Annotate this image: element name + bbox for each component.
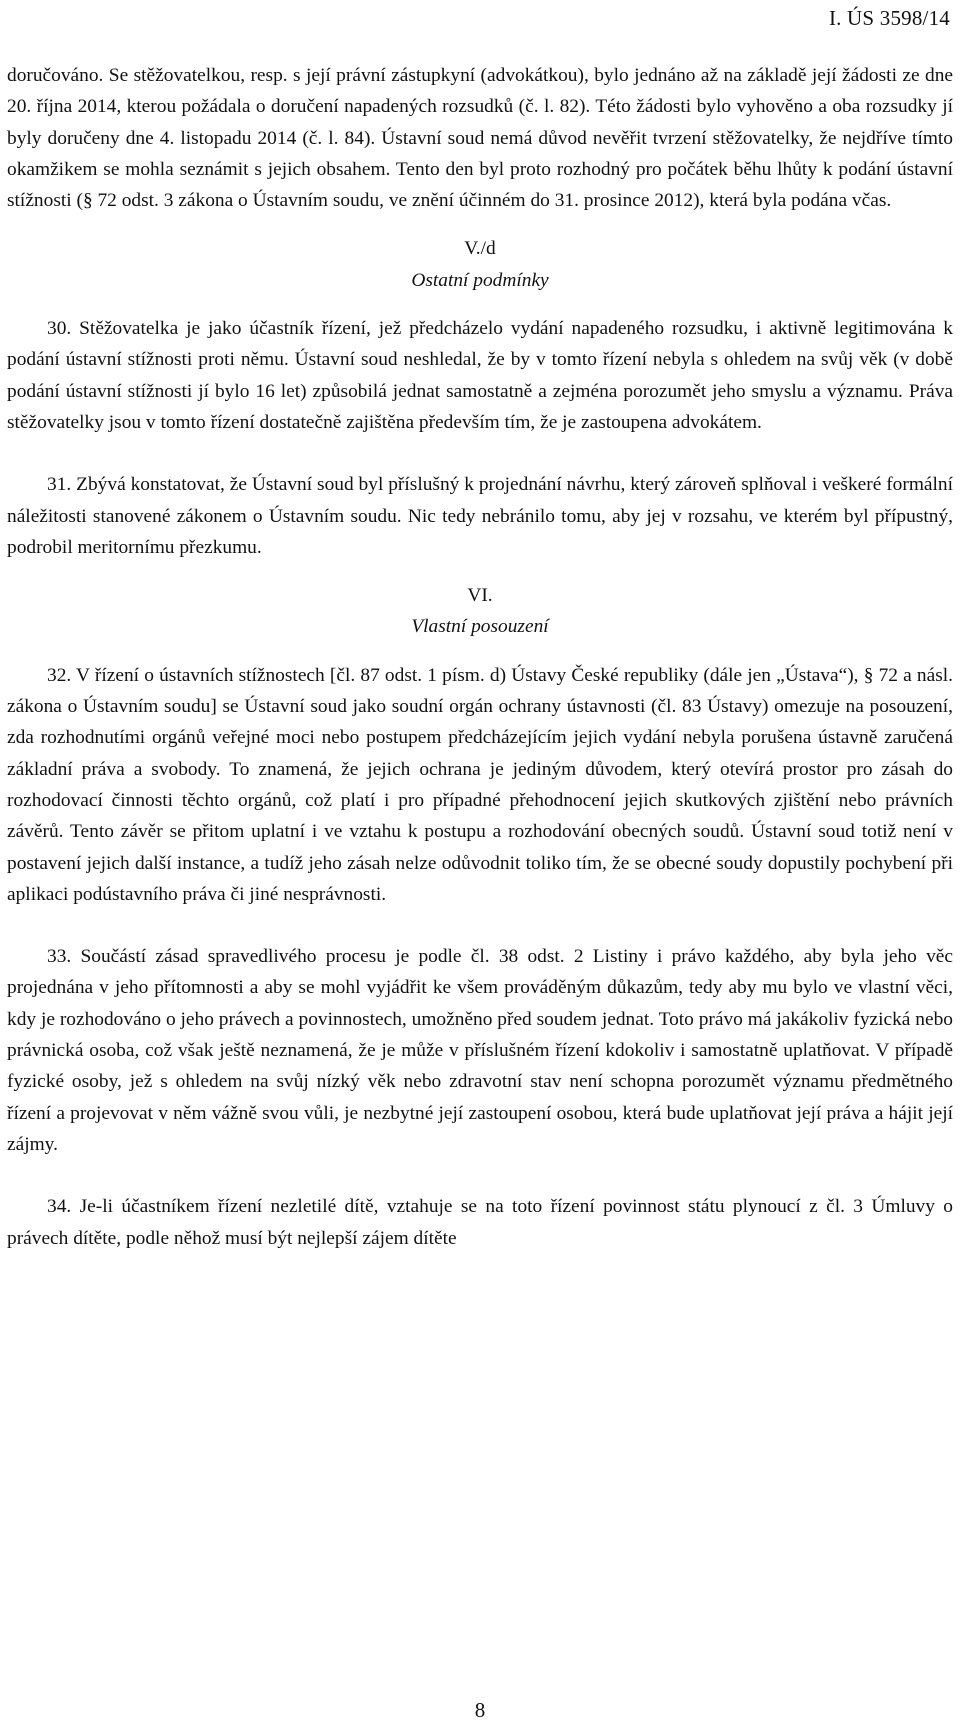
spacer — [7, 296, 953, 313]
document-body — [7, 60, 953, 1254]
spacer — [7, 643, 953, 660]
spacer — [7, 910, 953, 941]
paragraph-30: 30. Stěžovatelka je jako účastník řízení, jež předcházelo vydání napadeného rozsudku, i aktivně legitimována k podání ústavní stížnosti proti němu. Ústavní soud neshledal, že by v tomto řízení nebyla s ohledem na svůj věk (v době podání ústavní stížnosti jí bylo 16 let) způsobilá jednat samostatně a zejména porozumět jeho smyslu a významu. Práva stěžovatelky jsou v tomto řízení dostatečně zajištěna především tím, že je zastoupena advokátem. — [7, 318, 953, 433]
section-number: VI. — [467, 585, 493, 607]
paragraph-31: 31. Zbývá konstatovat, že Ústavní soud byl příslušný k projednání návrhu, který zároveň splňoval i veškeré formální náležitosti stanovené zákonem o Ústavním soudu. Nic tedy nebránilo tomu, aby jej v rozsahu, ve kterém byl přípustný, podrobil meritornímu přezkumu. — [7, 474, 953, 558]
section-number: V./d — [464, 238, 496, 260]
section-heading-v-d — [7, 233, 953, 296]
spacer — [7, 438, 953, 469]
case-reference: I. ÚS 3598/14 — [828, 6, 950, 30]
spacer — [7, 1160, 953, 1191]
spacer — [7, 216, 953, 233]
spacer — [7, 563, 953, 580]
paragraph-continuation: doručováno. Se stěžovatelkou, resp. s její právní zástupkyní (advokátkou), bylo jednáno až na základě její žádosti ze dne 20. října 2014, kterou požádala o doručení napadených rozsudků (č. l. 82). Této žádosti bylo vyhověno a oba rozsudky jí byly doručeny dne 4. listopadu 2014 (č. l. 84). Ústavní soud nemá důvod nevěřit tvrzení stěžovatelky, že nejdříve tímto okamžikem se mohla seznámit s jejich obsahem. Tento den byl proto rozhodný pro počátek běhu lhůty k podání ústavní stížnosti (§ 72 odst. 3 zákona o Ústavním soudu, ve znění účinném do 31. prosince 2012), která byla podána včas. — [7, 65, 953, 212]
page-number: 8 — [474, 1698, 486, 1722]
section-title: Ostatní podmínky — [411, 269, 549, 291]
section-title: Vlastní posouzení — [411, 616, 549, 638]
section-heading-vi — [7, 580, 953, 643]
paragraph-34: 34. Je-li účastníkem řízení nezletilé dítě, vztahuje se na toto řízení povinnost státu plynoucí z čl. 3 Úmluvy o právech dítěte, podle něhož musí být nejlepší zájem dítěte — [7, 1196, 953, 1249]
paragraph-32: 32. V řízení o ústavních stížnostech [čl. 87 odst. 1 písm. d) Ústavy České republiky (dále jen „Ústava“), § 72 a násl. zákona o Ústavním soudu] se Ústavní soud jako soudní orgán ochrany ústavnosti (čl. 83 Ústavy) omezuje na posouzení, zda rozhodnutími orgánů veřejné moci nebo postupem předcházejícím jejich vydání nebyla porušena ústavně zaručená základní práva a svobody. To znamená, že jejich ochrana je jediným důvodem, který otevírá prostor pro zásah do rozhodovací činnosti těchto orgánů, což platí i pro případné přehodnocení jejich skutkových zjištění nebo právních závěrů. Tento závěr se přitom uplatní i ve vztahu k postupu a rozhodování obecných soudů. Ústavní soud totiž není v postavení jejich další instance, a tudíž jeho zásah nelze odůvodnit toliko tím, že se obecné soudy dopustily pochybení při aplikaci podústavního práva či jiné nesprávnosti. — [7, 664, 953, 905]
paragraph-33: 33. Součástí zásad spravedlivého procesu je podle čl. 38 odst. 2 Listiny i právo každého, aby byla jeho věc projednána v jeho přítomnosti a aby se mohl vyjádřit ke všem prováděným důkazům, tedy aby mu bylo ve vlastní věci, kdy je rozhodováno o jeho právech a povinnostech, umožněno před soudem jednat. Toto právo má jakákoliv fyzická nebo právnická osoba, což však ještě neznamená, že je může v příslušném řízení kdokoliv i samostatně uplatňovat. V případě fyzické osoby, jež s ohledem na svůj nízký věk nebo zdravotní stav není schopna porozumět významu předmětného řízení a projevovat v něm vážně svou vůli, je nezbytné její zastoupení osobou, která bude uplatňovat její práva a hájit její zájmy. — [7, 946, 953, 1155]
